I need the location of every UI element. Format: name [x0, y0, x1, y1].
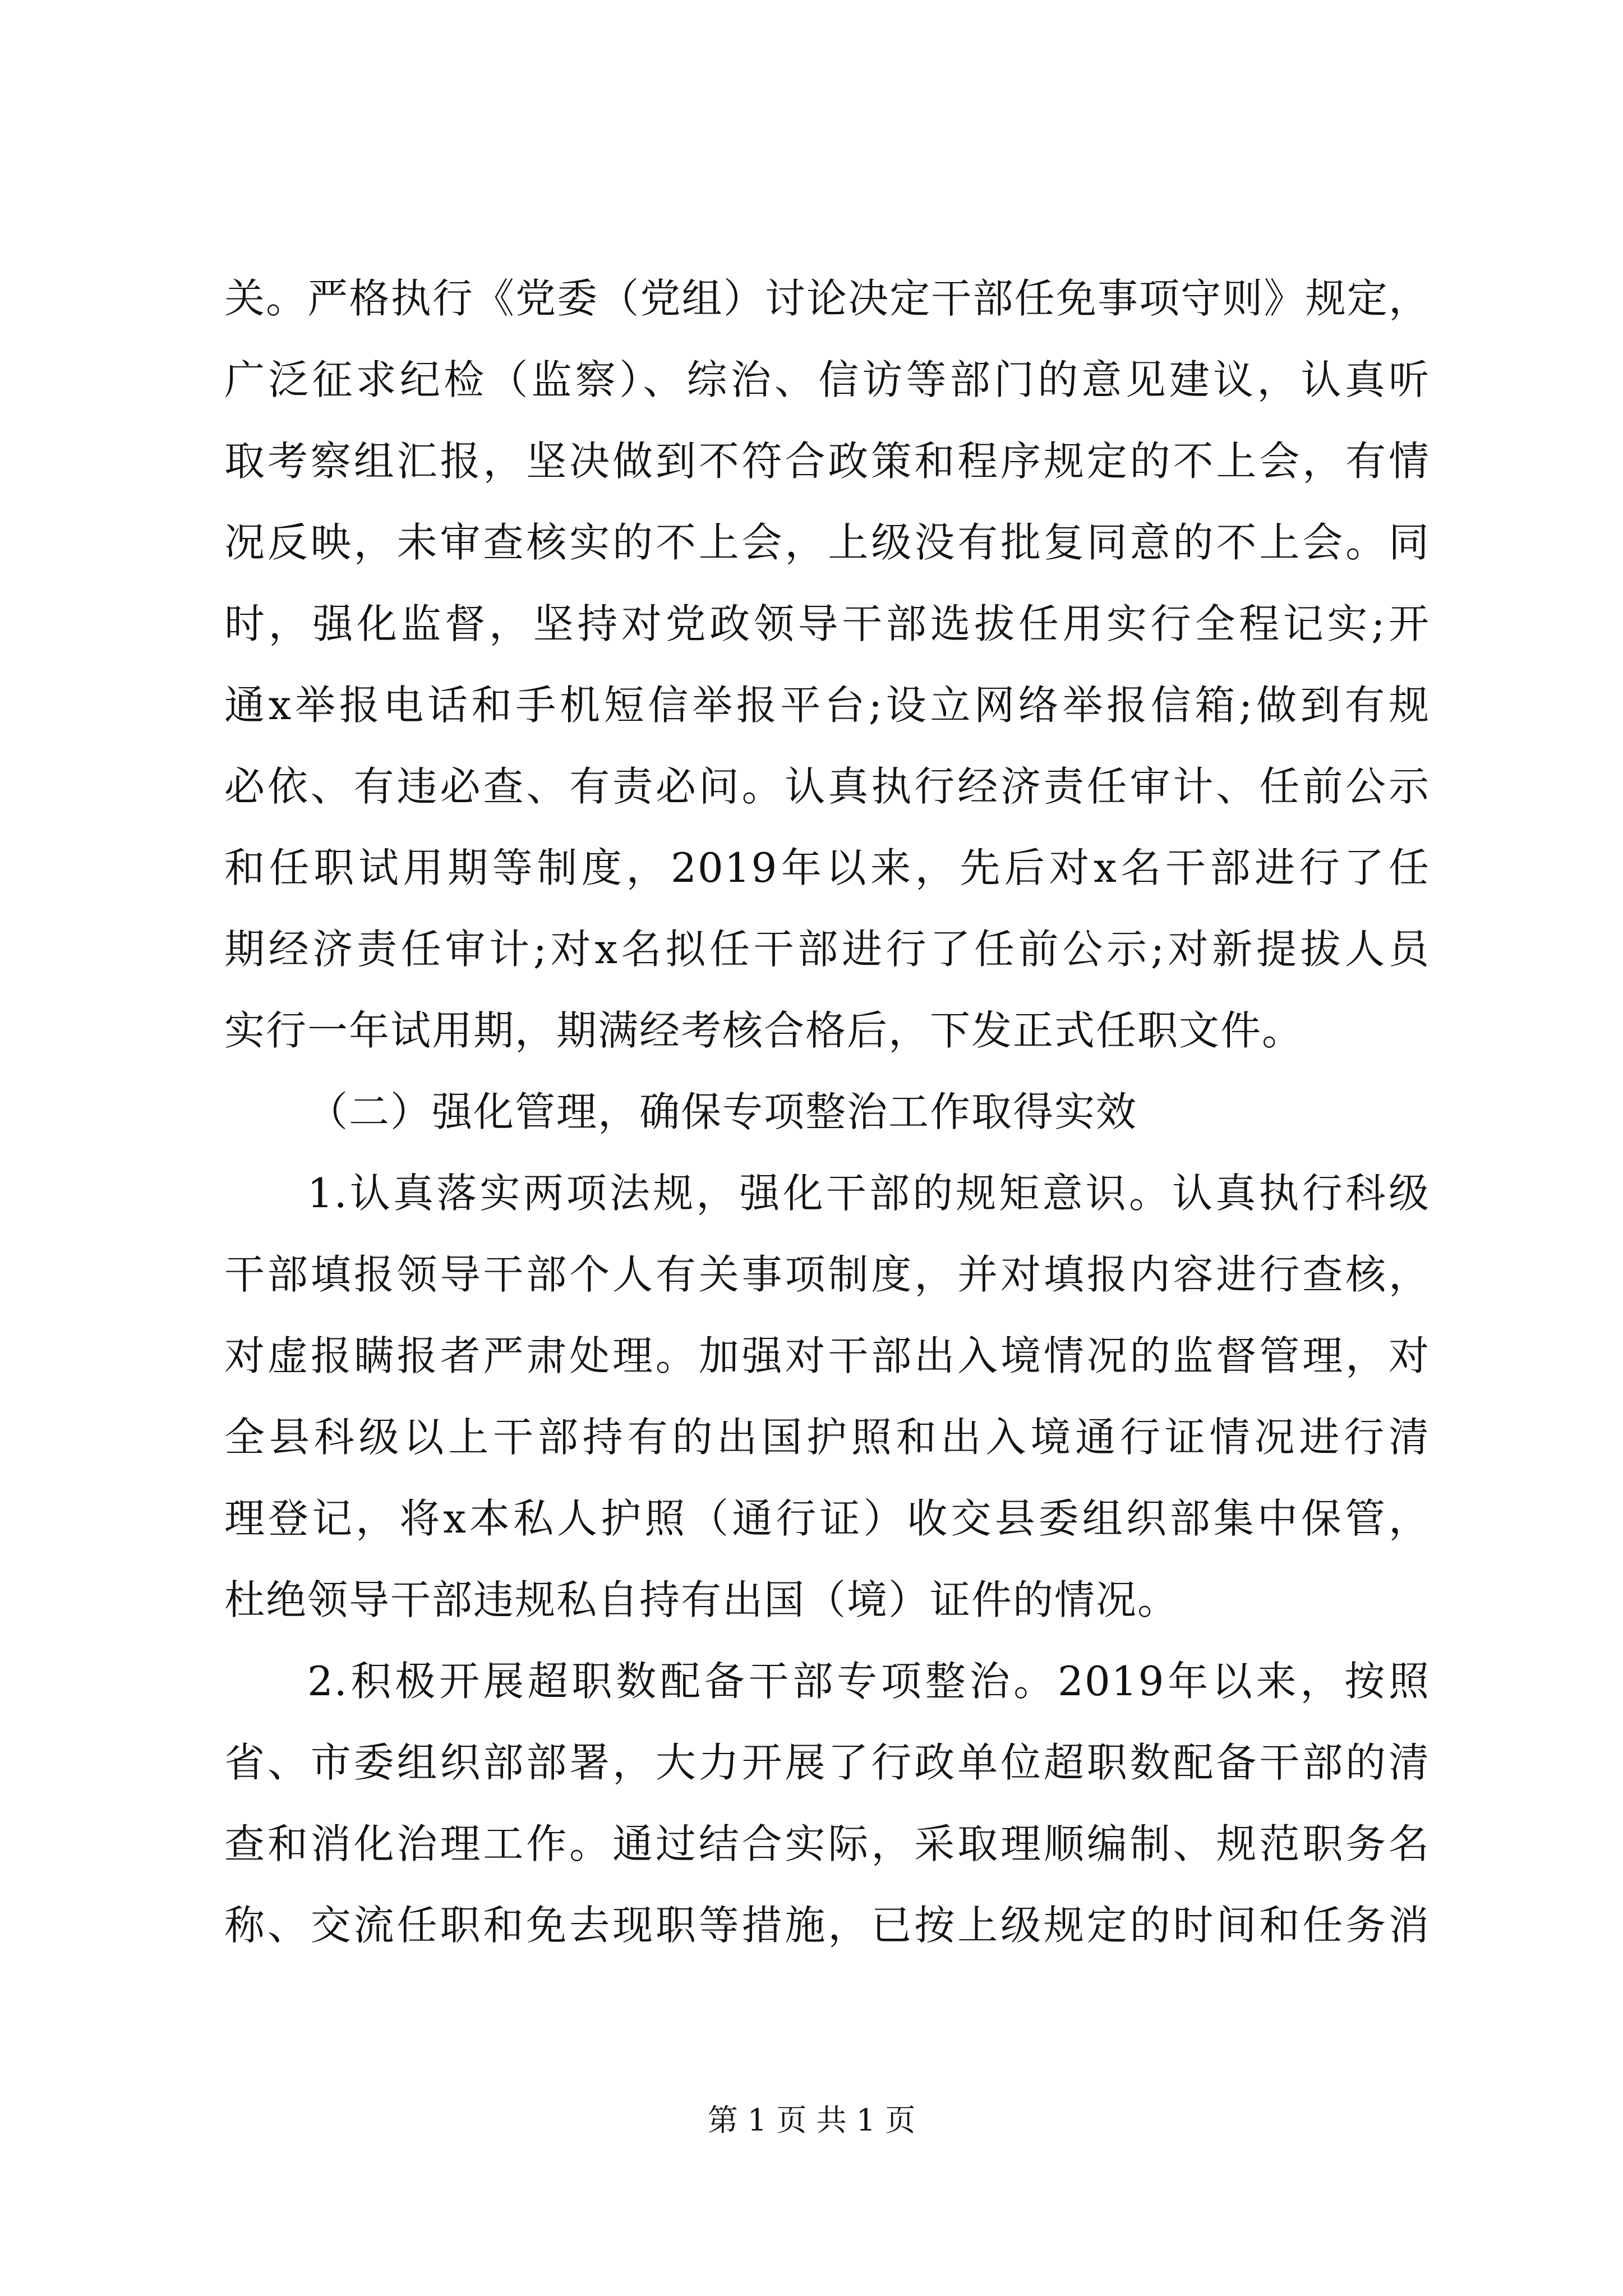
text-line: 2.积极开展超职数配备干部专项整治。2019年以来，按照 — [307, 1658, 1430, 1705]
text-line: 省、市委组织部部署，大力开展了行政单位超职数配备干部的清 — [224, 1739, 1430, 1786]
text-line: 称、交流任职和免去现职等措施，已按上级规定的时间和任务消 — [224, 1902, 1430, 1949]
text-line: 时，强化监督，坚持对党政领导干部选拔任用实行全程记实;开 — [224, 600, 1430, 647]
text-line: 期经济责任审计;对x名拟任干部进行了任前公示;对新提拔人员 — [224, 926, 1430, 973]
text-line: 查和消化治理工作。通过结合实际，采取理顺编制、规范职务名 — [224, 1820, 1430, 1867]
text-line: 理登记，将x本私人护照（通行证）收交县委组织部集中保管， — [224, 1495, 1430, 1542]
text-line: 杜绝领导干部违规私自持有出国（境）证件的情况。 — [224, 1576, 1179, 1623]
text-line: 和任职试用期等制度，2019年以来，先后对x名干部进行了任 — [224, 844, 1430, 891]
page-footer: 第 1 页 共 1 页 — [707, 2102, 916, 2138]
text-line: 全县科级以上干部持有的出国护照和出入境通行证情况进行清 — [224, 1414, 1430, 1461]
text-line: 关。严格执行《党委（党组）讨论决定干部任免事项守则》规定， — [224, 275, 1430, 322]
text-line: 通x举报电话和手机短信举报平台;设立网络举报信箱;做到有规 — [224, 682, 1430, 729]
text-line: 广泛征求纪检（监察）、综治、信访等部门的意见建议，认真听 — [224, 356, 1430, 403]
text-line: 实行一年试用期，期满经考核合格后，下发正式任职文件。 — [224, 1007, 1304, 1054]
text-line: 取考察组汇报，坚决做到不符合政策和程序规定的不上会，有情 — [224, 438, 1430, 485]
section-heading: （二）强化管理，确保专项整治工作取得实效 — [307, 1088, 1138, 1135]
text-line: 对虚报瞒报者严肃处理。加强对干部出入境情况的监督管理，对 — [224, 1332, 1430, 1379]
document-body — [224, 258, 1430, 1966]
text-line: 必依、有违必查、有责必问。认真执行经济责任审计、任前公示 — [224, 763, 1430, 810]
text-line: 况反映，未审查核实的不上会，上级没有批复同意的不上会。同 — [224, 519, 1430, 566]
text-line: 干部填报领导干部个人有关事项制度，并对填报内容进行查核， — [224, 1251, 1430, 1298]
text-line: 1.认真落实两项法规，强化干部的规矩意识。认真执行科级 — [307, 1170, 1430, 1217]
